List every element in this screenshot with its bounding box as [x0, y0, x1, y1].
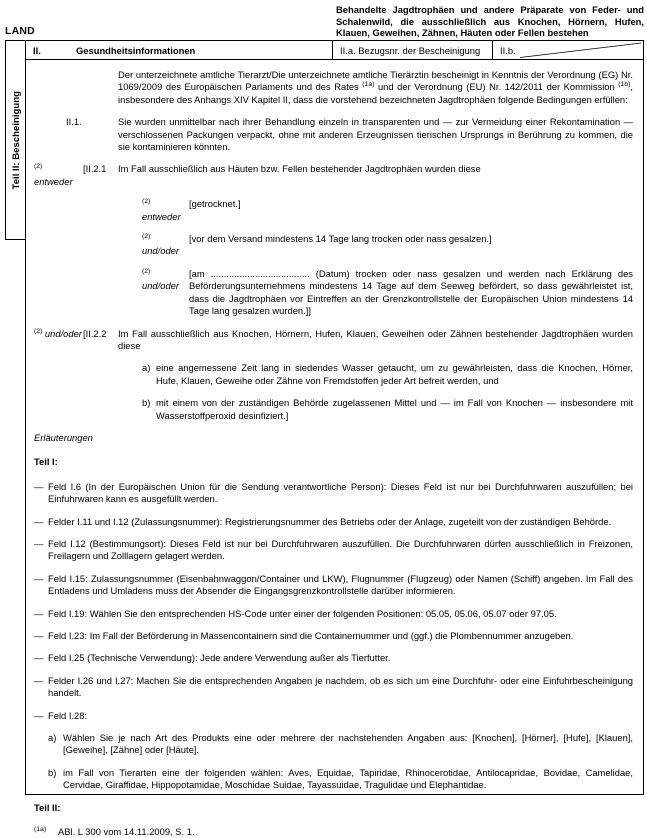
part-ii-sidebar-label: Teil II: Bescheinigung	[10, 90, 22, 190]
note-field-i19: — Feld I.19: Wählen Sie den entsprechenden HS-Code unter einer der folgenden Positionen: 05.05, 05.06, 05.07 oder 97.05.	[34, 607, 557, 619]
note-i28-item-b: b) im Fall von Tierarten eine der folgenden wählen: Aves, Equidae, Tapiridae, Rhinocerotidae, Antilocapridae, Bovidae, Camelidae, Cervidae, Giraffidae, Hippopotamidae, Moschidae Suidae, Tayassuidae, Tragulidae und Elephantidae.	[48, 766, 633, 791]
note-field-i15: — Feld I.15: Zulassungsnummer (Eisenbahnwaggon/Container und LKW), Flugnummer (Flugzeug) oder Namen (Schiff) angeben. Im Fall des Entladens und Umladens muss der Absender die Eingangsgrenzkontrollstelle darüber informieren.	[34, 572, 633, 597]
note-field-i23: — Feld I.23: Im Fall der Beförderung in Massencontainern sind die Containernummer und (ggf.) die Plombennummer anzugeben.	[34, 630, 574, 641]
clause-ii1	[34, 116, 633, 153]
certificate-table	[25, 40, 644, 838]
clause-ii22-text: Im Fall ausschließlich aus Knochen, Hörnern, Hufen, Klauen, Geweihen oder Zähnen bestehender Jagdtrophäen wurden diese	[118, 327, 633, 351]
part-ii-heading: Teil II:	[34, 801, 61, 813]
footnote-ref-1b: (1b)	[618, 81, 631, 89]
clause-ii22	[34, 328, 633, 353]
note-field-i28: — Feld I.28:	[34, 709, 88, 721]
clause-ii22-number: [II.2.2	[83, 327, 107, 339]
footnote-1a: $^{(1a)}$ ABl. L 300 vom 14.11.2009, S. 1.	[34, 826, 195, 838]
notes-heading: Erläuterungen	[34, 431, 93, 443]
certificate-body	[26, 60, 643, 838]
table-header-row	[26, 41, 643, 60]
part-i-heading: Teil I:	[34, 456, 58, 468]
ii21-option-salted-14-days: $^{(2)}$ und/oder [vor dem Versand mindestens 14 Tage lang trocken oder nass gesalzen.]	[142, 233, 492, 257]
document-title: Behandelte Jagdtrophäen und andere Präparate von Feder- und Schalenwild, die ausschließlich aus Knochen, Hörnern, Hufen, Klauen, Geweihen, Zähnen, Häuten oder Fellen bestehen	[336, 4, 644, 39]
part-ii-sidebar	[5, 40, 27, 240]
note-field-i12: — Feld I.12 (Bestimmungsort): Dieses Feld ist nur bei Durchfuhrwaren auszufüllen. Die Durchfuhrwaren dürfen ausschließlich in Freizonen, Freilagern und Zolllagern gelagert werden.	[34, 537, 633, 562]
iib-header-cell	[493, 41, 643, 59]
intro-paragraph	[34, 69, 633, 106]
note-i28-item-a: a) Wählen Sie je nach Art des Produkts eine oder mehrere der nachstehenden Angaben aus: [Knochen], [Hörner], [Hufe], [Klauen], [Geweihe], [Zähne] oder [Häute].	[48, 732, 633, 756]
clause-ii1-number: II.1.	[66, 116, 82, 128]
section-ii-number: II.	[33, 45, 41, 56]
clause-ii21-text: Im Fall ausschließlich aus Häuten bzw. Fellen bestehender Jagdtrophäen wurden diese	[118, 163, 481, 175]
ii22-item-b: b) mit einem von der zuständigen Behörde zugelassenen Mittel und — im Fall von Knochen — insbesondere mit Wasserstoffperoxid desinfiziert.]	[142, 397, 633, 421]
ii21-option-salted-date-text: [am ...................................... (Datum) trocken oder nass gesalzen und werden nach Erklärung des Beförderungsunternehmens mindestens 14 Tage auf dem Seeweg befördert, so dass gewährleistet ist, dass die Jagdtrophäen vor Eintreffen an der Grenzkontrollstelle der Europäischen Union mindestens 14 Tage lang gesalzen wurden.]]	[189, 267, 633, 317]
clause-ii21-number: [II.2.1	[83, 163, 107, 175]
health-information-title: Gesundheitsinformationen	[76, 45, 196, 56]
health-information-header-cell	[26, 41, 333, 59]
note-fields-i11-i12: — Felder I.11 und I.12 (Zulassungsnummer): Registrierungsnummer des Betriebs oder der Anlage, zugeteilt von der zuständigen Behörde.	[34, 515, 612, 527]
clause-ii1-text: Sie wurden unmittelbar nach ihrer Behandlung einzeln in transparenten und — zur Vermeidung einer Rekontamination — verschlossenen Packungen verpackt, ohne mit anderen Erzeugnissen tierischen Ursprungs in Berührung zu kommen, die sie kontaminieren könnten.	[118, 116, 633, 153]
clause-ii21-choice-label: $^{(2)}$ entweder	[34, 163, 73, 187]
clause-ii22-choice-label: $^{(2)}$ und/oder	[34, 327, 82, 339]
note-field-i6: — Feld I.6 (In der Europäischen Union für die Sendung verantwortliche Person): Dieses Feld ist nur bei Durchfuhrwaren auszufüllen; bei Einfuhrwaren kann es ausgefüllt werden.	[34, 480, 633, 505]
diagonal-strike-line	[520, 42, 642, 59]
iib-label: II.b.	[500, 45, 516, 56]
ii21-option-dried: $^{(2)}$ entweder [getrocknet.]	[142, 198, 241, 222]
country-label: LAND	[5, 25, 35, 37]
intro-text: Der unterzeichnete amtliche Tierarzt/Die unterzeichnete amtliche Tierärztin bescheinigt in Kenntnis der Verordnung (EG) Nr. 1069/2009 des Europäischen Parlaments und des Rates $^{(1a)}$ und der Verordnung (EU) Nr. 142/2011 der Kommission $^{(1b)}$, insbesondere des Anhangs XIV Kapitel II, dass die vorstehend bezeichneten Jagdtrophäen folgende Bedingungen erfüllen:	[118, 69, 633, 105]
footnote-ref-1a: (1a)	[362, 81, 375, 89]
note-fields-i26-i27: — Felder I.26 und I.27: Machen Sie die entsprechenden Angaben je nachdem, ob es sich um eine Durchfuhr- oder eine Einfuhrbescheinigung handelt.	[34, 674, 633, 699]
ii21-option-salted-date: $^{(2)}$ und/oder [am ...................................... (Datum) trocken oder nass gesalzen und werden nach Erklärung des Beförderungsunternehmens mindestens 14 Tage auf dem Seeweg befördert, so dass gewährleistet ist, dass die Jagdtrophäen vor Eintreffen an der Grenzkontrollstelle der Europäischen Union mindestens 14 Tage lang gesalzen wurden.]]	[142, 267, 633, 317]
ii22-item-a: a) eine angemessene Zeit lang in siedendes Wasser getaucht, um zu gewährleisten, dass die Knochen, Hörner, Hufe, Klauen, Geweihe oder Zähne von Fremdstoffen jeder Art befreit werden, und	[142, 362, 633, 386]
clause-ii21	[34, 163, 633, 188]
note-field-i25: — Feld I.25 (Technische Verwendung): Jede andere Verwendung außer als Tierfutter.	[34, 652, 391, 664]
reference-number-header-cell: II.a. Bezugsnr. der Bescheinigung	[333, 41, 493, 59]
